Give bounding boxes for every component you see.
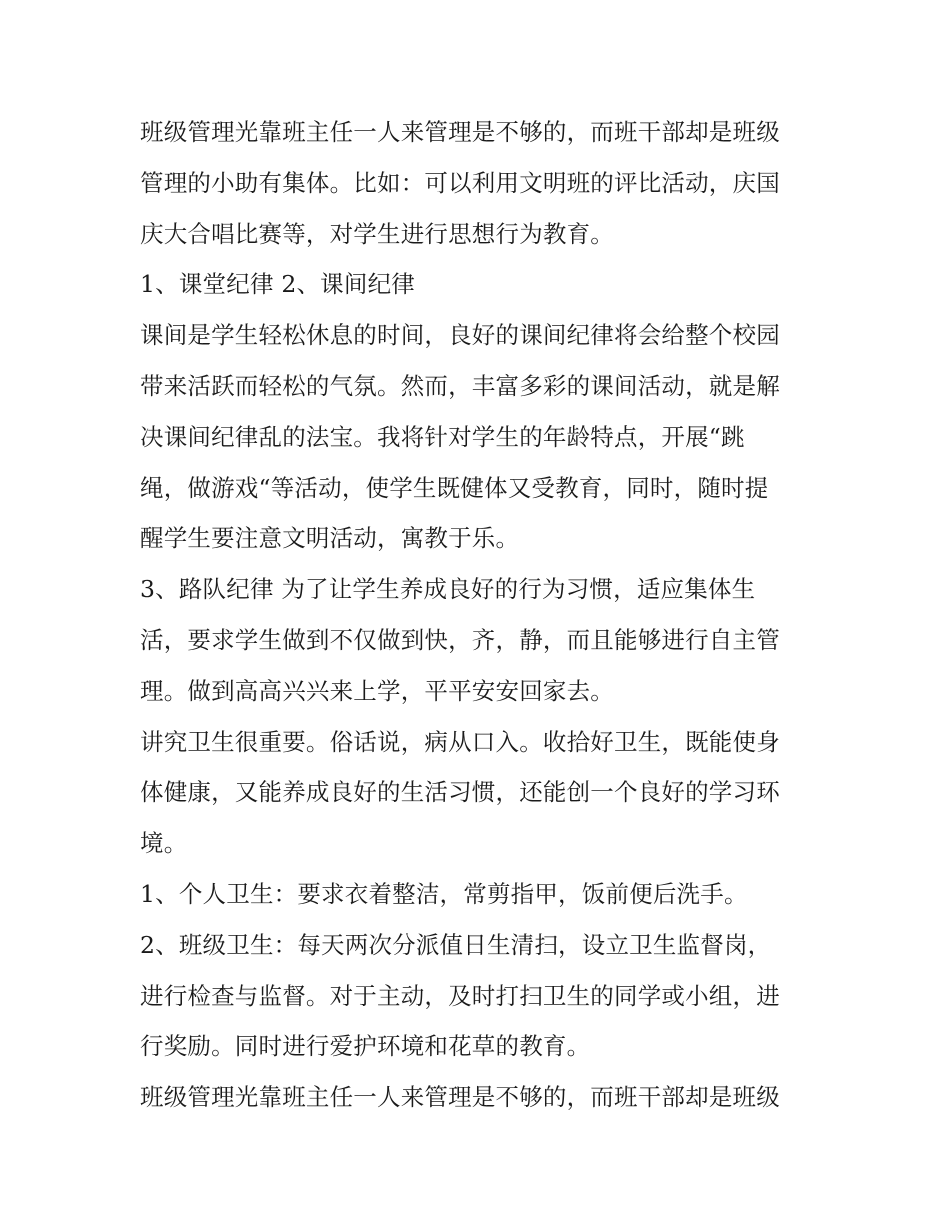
text-line: 讲究卫生很重要。俗话说，病从口入。收拾好卫生，既能使身 [140,727,780,756]
text-line: 3、路队纪律 为了让学生养成良好的行为习惯，适应集体生 [140,575,756,604]
text-line: 进行检查与监督。对于主动，及时打扫卫生的同学或小组，进 [140,981,780,1010]
text-line: 管理的小助有集体。比如：可以利用文明班的评比活动，庆国 [140,168,780,197]
text-line: 1、个人卫生：要求衣着整洁，常剪指甲，饭前便后洗手。 [140,879,748,908]
text-line: 决课间纪律乱的法宝。我将针对学生的年龄特点，开展“跳 [140,422,745,451]
text-line: 带来活跃而轻松的气氛。然而，丰富多彩的课间活动，就是解 [140,371,780,400]
document-body [140,107,820,1123]
text-line: 课间是学生轻松休息的时间，良好的课间纪律将会给整个校园 [140,321,780,350]
text-line: 醒学生要注意文明活动，寓教于乐。 [140,524,520,553]
text-line: 班级管理光靠班主任一人来管理是不够的，而班干部却是班级 [140,1083,780,1112]
text-line: 境。 [140,829,188,858]
text-line: 体健康，又能养成良好的生活习惯，还能创一个良好的学习环 [140,778,780,807]
text-line: 理。做到高高兴兴来上学，平平安安回家去。 [140,676,614,705]
text-line: 班级管理光靠班主任一人来管理是不够的，而班干部却是班级 [140,118,780,146]
text-line: 绳，做游戏“等活动，使学生既健体又受教育，同时，随时提 [140,473,769,502]
text-line: 行奖励。同时进行爱护环境和花草的教育。 [140,1032,591,1061]
text-line: 2、班级卫生：每天两次分派值日生清扫，设立卫生监督岗， [140,930,772,959]
text-line: 1、课堂纪律 2、课间纪律 [140,270,415,299]
text-line: 庆大合唱比赛等，对学生进行思想行为教育。 [140,219,614,248]
text-line: 活，要求学生做到不仅做到快，齐，静，而且能够进行自主管 [140,625,780,654]
